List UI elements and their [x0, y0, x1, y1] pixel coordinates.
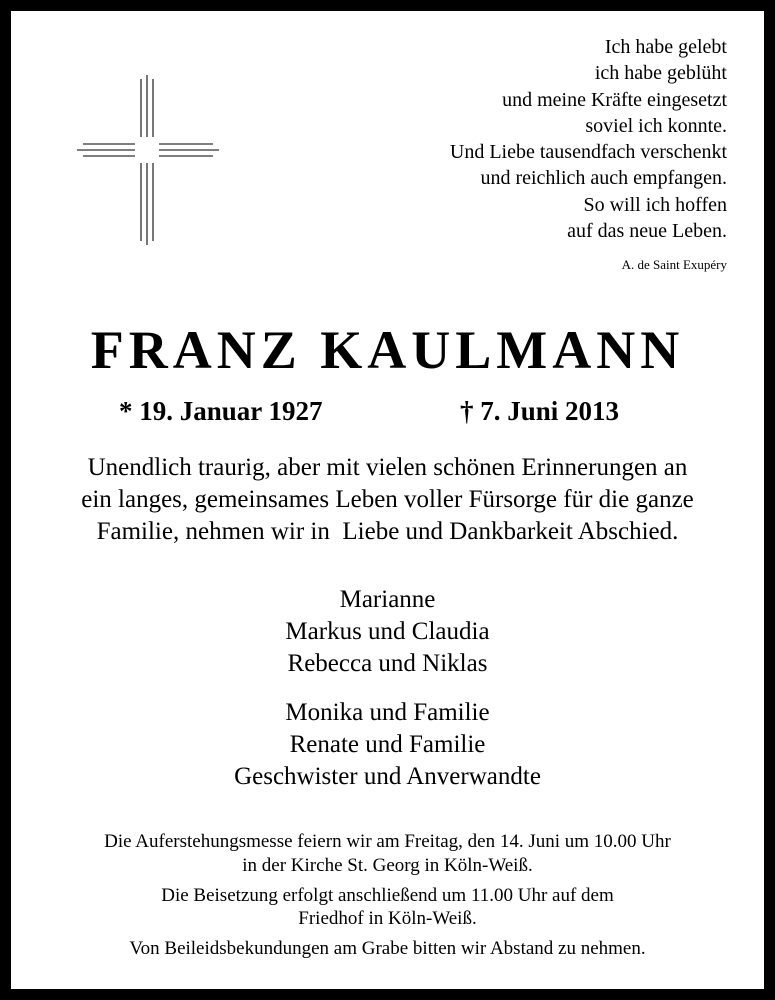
intro-line: Unendlich traurig, aber mit vielen schönen Erinnerungen an	[87, 454, 688, 481]
poem-line: Und Liebe tausendfach verschenkt	[449, 141, 727, 164]
burial-line: Friedhof in Köln-Weiß.	[298, 908, 477, 930]
family-member: Markus und Claudia	[285, 618, 490, 645]
burial-line: Die Beisetzung erfolgt anschließend um 11.00 Uhr auf dem	[161, 884, 614, 906]
intro-line: Familie, nehmen wir in Liebe und Dankbarkeit Abschied.	[96, 518, 679, 545]
poem-line: und reichlich auch empfangen.	[480, 167, 727, 190]
family-group-close	[11, 584, 764, 680]
poem-line: und meine Kräfte eingesetzt	[502, 88, 727, 111]
intro-text	[11, 452, 764, 548]
family-member: Marianne	[339, 586, 436, 613]
poem-line: soviel ich konnte.	[585, 114, 727, 137]
family-group-extended	[11, 697, 764, 793]
condolence-line: Von Beileidsbekundungen am Grabe bitten wir Abstand zu nehmen.	[129, 938, 646, 960]
mass-line: in der Kirche St. Georg in Köln-Weiß.	[242, 854, 533, 876]
family-member: Monika und Familie	[285, 699, 490, 726]
cross-icon	[77, 75, 219, 245]
poem-line: ich habe geblüht	[594, 62, 727, 85]
family-member: Renate und Familie	[289, 731, 486, 758]
poem	[307, 34, 727, 244]
family-member: Geschwister und Anverwandte	[234, 763, 541, 790]
death-date: † 7. Juni 2013	[460, 396, 620, 426]
family-member: Rebecca und Niklas	[287, 650, 488, 677]
poem-line: So will ich hoffen	[583, 193, 727, 216]
poem-author: A. de Saint Exupéry	[621, 257, 727, 272]
deceased-name: FRANZ KAULMANN	[90, 320, 685, 380]
mass-line: Die Auferstehungsmesse feiern wir am Freitag, den 14. Juni um 10.00 Uhr	[104, 831, 671, 852]
poem-line: auf das neue Leben.	[567, 220, 727, 243]
intro-line: ein langes, gemeinsames Leben voller Fürsorge für die ganze	[81, 486, 694, 513]
funeral-notice	[11, 830, 764, 961]
birth-date: * 19. Januar 1927	[119, 396, 323, 426]
poem-line: Ich habe gelebt	[604, 36, 727, 58]
